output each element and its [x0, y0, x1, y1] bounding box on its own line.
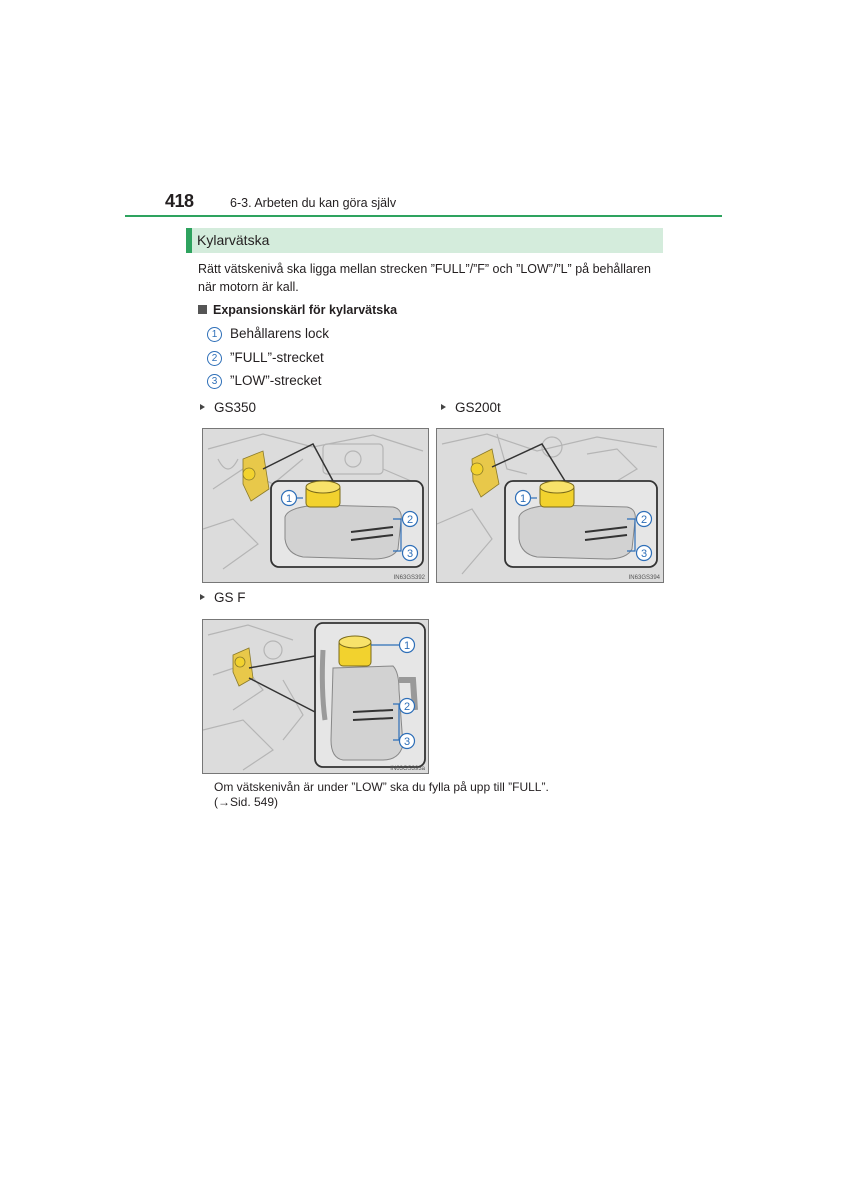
square-bullet-icon [198, 305, 207, 314]
figure-code: IN63GS393a [390, 766, 425, 772]
variant-label-gs200t: GS200t [441, 400, 501, 415]
item-label: ”LOW”-strecket [230, 373, 322, 388]
circled-number: 3 [207, 374, 222, 389]
item-label: Behållarens lock [230, 326, 330, 341]
callout-1: 1 [403, 640, 411, 652]
header-rule [125, 215, 722, 217]
list-item [207, 350, 324, 366]
callout-1: 1 [519, 493, 527, 505]
subheading-text: Expansionskärl för kylarvätska [213, 303, 398, 317]
figure-gs350 [202, 428, 429, 583]
list-item [207, 326, 329, 342]
callout-3: 3 [640, 548, 648, 560]
figure-code: IN63GS394 [628, 575, 660, 581]
figure-gs200t [436, 428, 664, 583]
refill-note-line-1: Om vätskenivån är under ”LOW” ska du fylla på upp till ”FULL”. [214, 780, 549, 794]
triangle-bullet-icon [441, 404, 446, 410]
figure-code: IN63GS392 [393, 575, 425, 581]
triangle-bullet-icon [200, 594, 205, 600]
variant-label-gsf: GS F [200, 590, 246, 605]
intro-line-1: Rätt vätskenivå ska ligga mellan strecken ”FULL”/”F” och ”LOW”/”L” på behållaren [198, 262, 651, 276]
chapter-title: 6-3. Arbeten du kan göra själv [230, 196, 397, 210]
variant-label-gs350: GS350 [200, 400, 256, 415]
subheading [198, 303, 397, 317]
page-number: 418 [165, 191, 194, 211]
intro-paragraph [198, 260, 668, 296]
figure-gsf [202, 619, 429, 774]
section-title: Kylarvätska [197, 232, 270, 248]
list-item [207, 373, 322, 389]
callout-3: 3 [406, 548, 414, 560]
refill-note [214, 780, 634, 810]
circled-number: 2 [207, 351, 222, 366]
callout-2: 2 [406, 514, 414, 526]
section-accent [186, 228, 192, 253]
callout-1: 1 [285, 493, 293, 505]
circled-number: 1 [207, 327, 222, 342]
triangle-bullet-icon [200, 404, 205, 410]
intro-line-2: när motorn är kall. [198, 280, 299, 294]
section-heading-bar [186, 228, 663, 253]
callout-3: 3 [403, 736, 411, 748]
item-label: ”FULL”-strecket [230, 350, 324, 365]
callout-2: 2 [403, 701, 411, 713]
page-reference: (→Sid. 549) [214, 795, 279, 809]
callout-2: 2 [640, 514, 648, 526]
